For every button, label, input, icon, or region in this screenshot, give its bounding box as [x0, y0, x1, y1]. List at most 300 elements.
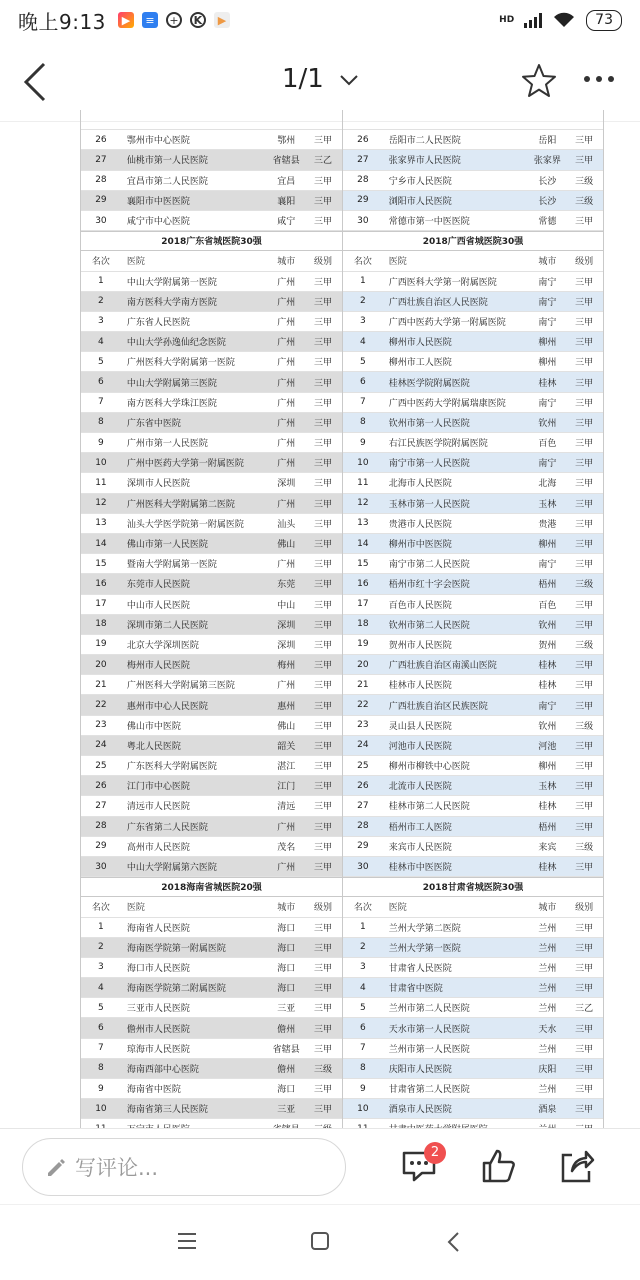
city-cell: 广州 [277, 378, 296, 389]
hospital-cell: 海南省中医院 [126, 1085, 181, 1096]
table-row [81, 1099, 342, 1119]
table-row [81, 655, 342, 675]
more-options-icon[interactable] [584, 76, 614, 82]
rank-cell: 10 [357, 457, 369, 468]
level-cell: 三甲 [575, 156, 594, 167]
rank-cell: 6 [98, 377, 104, 388]
hospital-cell: 惠州市中心人民医院 [126, 701, 208, 712]
hospital-cell: 兰州大学第一医院 [388, 943, 461, 954]
hospital-cell: 玉林市第一人民医院 [388, 499, 470, 510]
level-cell: 三级 [575, 176, 594, 187]
hospital-cell: 灵山县人民医院 [388, 721, 452, 732]
level-cell: 三甲 [314, 842, 333, 853]
header-city: 城市 [538, 257, 557, 268]
table-row [81, 473, 342, 493]
rank-cell: 15 [357, 558, 369, 569]
level-cell: 三甲 [314, 176, 333, 187]
level-cell: 三甲 [575, 338, 594, 349]
hospital-cell: 中山大学孙逸仙纪念医院 [126, 338, 226, 349]
table-row [81, 130, 342, 150]
level-cell: 三甲 [575, 1064, 594, 1075]
level-cell: 三甲 [575, 863, 594, 874]
city-cell: 长沙 [538, 176, 557, 187]
hospital-cell: 张家界市人民医院 [388, 156, 461, 167]
table-row [81, 918, 342, 938]
level-cell: 三甲 [314, 943, 333, 954]
city-cell: 海口 [277, 923, 296, 934]
table-row [81, 191, 342, 211]
city-cell: 岳阳 [538, 136, 557, 147]
browser-app-icon: + [166, 12, 182, 28]
city-cell: 深圳 [277, 620, 296, 631]
table-row [343, 998, 603, 1018]
city-cell: 三亚 [277, 1105, 296, 1116]
city-cell: 茂名 [277, 842, 296, 853]
table-row [81, 776, 342, 796]
table-row [81, 615, 342, 635]
city-cell: 百色 [538, 600, 557, 611]
table-row [81, 534, 342, 554]
rank-cell: 2 [359, 296, 366, 307]
level-cell: 三甲 [575, 136, 594, 147]
city-cell: 广州 [277, 822, 296, 833]
table-row [343, 191, 603, 211]
level-cell: 三甲 [575, 984, 594, 995]
level-cell: 三甲 [575, 1085, 594, 1096]
level-cell: 三甲 [314, 802, 333, 813]
level-cell: 三级 [575, 580, 594, 591]
level-cell: 三甲 [314, 701, 333, 712]
hospital-cell: 桂林市人民医院 [388, 681, 452, 692]
hospital-cell: 兰州市第二人民医院 [388, 1004, 470, 1015]
city-cell: 常德 [538, 217, 557, 228]
table-row [343, 1099, 603, 1119]
level-cell: 三甲 [575, 499, 594, 510]
table-row [81, 837, 342, 857]
city-cell: 广州 [277, 439, 296, 450]
level-cell: 三甲 [314, 439, 333, 450]
level-cell: 三甲 [575, 923, 594, 934]
rank-cell: 21 [95, 679, 107, 690]
hospital-cell: 广西中医药大学第一附属医院 [388, 317, 506, 328]
rank-cell: 11 [357, 477, 369, 488]
hospital-cell: 右江民族医学院附属医院 [388, 439, 488, 450]
rank-cell: 22 [95, 700, 107, 711]
table-row [343, 534, 603, 554]
menu-icon[interactable] [176, 1231, 198, 1251]
rank-cell: 22 [357, 700, 369, 711]
hospital-cell: 儋州市人民医院 [126, 1024, 190, 1035]
play-store-icon: ▶ [214, 12, 230, 28]
hospital-cell: 甘肃省中医院 [388, 984, 443, 995]
table-row [81, 413, 342, 433]
rank-cell: 2 [98, 942, 104, 953]
level-cell: 三甲 [575, 277, 594, 288]
level-cell: 三级 [314, 1064, 333, 1075]
table-title: 2018广西省城医院30强 [343, 231, 603, 251]
hospital-cell: 宜昌市第二人民医院 [126, 176, 208, 187]
comment-placeholder: 写评论... [75, 1156, 159, 1180]
city-cell: 省辖县 [272, 156, 300, 167]
table-row [343, 675, 603, 695]
rank-cell: 8 [359, 1063, 366, 1074]
hospital-cell: 贵港市人民医院 [388, 519, 452, 530]
table-row [81, 695, 342, 715]
hospital-cell: 岳阳市二人民医院 [388, 136, 461, 147]
hospital-cell: 常德市第一中医医院 [388, 217, 470, 228]
hospital-cell: 清远市人民医院 [126, 802, 190, 813]
table-row [343, 1039, 603, 1059]
rank-cell: 1 [359, 922, 366, 933]
hospital-cell: 仙桃市第一人民医院 [126, 156, 208, 167]
city-cell: 广州 [277, 317, 296, 328]
table-row [81, 554, 342, 574]
level-cell: 三甲 [575, 681, 594, 692]
rank-cell: 7 [359, 397, 366, 408]
table-row [343, 574, 603, 594]
hospital-cell: 海南医学院第二附属医院 [126, 984, 226, 995]
rank-cell: 6 [98, 1023, 104, 1034]
table-row [343, 978, 603, 998]
hospital-cell: 深圳市第二人民医院 [126, 620, 208, 631]
level-cell: 三甲 [575, 1024, 594, 1035]
table-row [81, 453, 342, 473]
city-cell: 广州 [277, 863, 296, 874]
header-city: 城市 [277, 257, 296, 268]
table-row [81, 312, 342, 332]
level-cell: 三甲 [575, 217, 594, 228]
level-cell: 三甲 [314, 378, 333, 389]
level-cell: 三甲 [575, 479, 594, 490]
level-cell: 三甲 [314, 418, 333, 429]
hospital-cell: 广西壮族自治区民族医院 [388, 701, 488, 712]
hospital-cell: 北京大学深圳医院 [126, 640, 199, 651]
hospital-cell: 江门市中心医院 [126, 782, 190, 793]
level-cell: 三甲 [314, 721, 333, 732]
city-cell: 柳州 [538, 358, 557, 369]
city-cell: 海口 [277, 1085, 296, 1096]
city-cell: 贺州 [538, 640, 557, 651]
hospital-cell: 柳州市柳铁中心医院 [388, 762, 470, 773]
hospital-cell: 南宁市第二人民医院 [388, 560, 470, 571]
table-row [81, 332, 342, 352]
table-row [81, 756, 342, 776]
header-level: 级别 [575, 257, 594, 268]
header-rank: 名次 [91, 903, 110, 914]
share-icon[interactable] [558, 1147, 596, 1185]
table-row [81, 635, 342, 655]
table-row [343, 393, 603, 413]
table-row-partial [343, 110, 603, 130]
level-cell: 三甲 [314, 580, 333, 591]
city-cell: 省辖县 [272, 1044, 300, 1055]
level-cell: 三甲 [314, 1085, 333, 1096]
hospital-cell: 柳州市中医医院 [388, 540, 452, 551]
city-cell: 兰州 [538, 923, 557, 934]
level-cell: 三甲 [575, 358, 594, 369]
level-cell: 三甲 [314, 923, 333, 934]
hospital-cell: 柳州市工人医院 [388, 358, 452, 369]
level-cell: 三甲 [575, 519, 594, 530]
header-hospital: 医院 [126, 257, 145, 268]
hospital-cell: 钦州市第二人民医院 [388, 620, 470, 631]
hospital-cell: 广东省人民医院 [126, 317, 190, 328]
rank-cell: 14 [95, 538, 107, 549]
city-cell: 兰州 [538, 1004, 557, 1015]
rank-cell: 24 [357, 740, 369, 751]
header-level: 级别 [575, 903, 594, 914]
hospital-cell: 暨南大学附属第一医院 [126, 560, 217, 571]
rank-cell: 18 [357, 619, 369, 630]
city-cell: 柳州 [538, 338, 557, 349]
level-cell: 三甲 [314, 1004, 333, 1015]
hospital-cell: 襄阳市中医医院 [126, 196, 190, 207]
table-row [81, 1059, 342, 1079]
table-row [81, 675, 342, 695]
city-cell: 宜昌 [277, 176, 296, 187]
rank-cell: 9 [359, 437, 366, 448]
rank-cell: 12 [95, 498, 107, 509]
rank-cell: 7 [98, 1043, 104, 1054]
rank-cell: 20 [357, 659, 369, 670]
table-row [81, 978, 342, 998]
rank-cell: 15 [95, 558, 107, 569]
hospital-cell: 广东省中医院 [126, 418, 181, 429]
table-row [81, 938, 342, 958]
rank-cell: 1 [98, 276, 104, 287]
city-cell: 汕头 [277, 519, 296, 530]
table-row [343, 756, 603, 776]
level-cell: 三乙 [575, 1004, 594, 1015]
table-row [343, 796, 603, 816]
city-cell: 酒泉 [538, 1105, 557, 1116]
favorite-star-icon[interactable] [520, 62, 558, 100]
table-row [81, 150, 342, 170]
table-row [343, 1059, 603, 1079]
level-cell: 三甲 [314, 741, 333, 752]
rank-cell: 25 [357, 760, 369, 771]
table-row [343, 958, 603, 978]
rank-cell: 30 [357, 215, 369, 226]
level-cell: 三甲 [314, 600, 333, 611]
rank-cell: 11 [95, 477, 107, 488]
table-row [343, 312, 603, 332]
level-cell: 三甲 [575, 560, 594, 571]
rank-cell: 9 [98, 437, 104, 448]
right-column [342, 110, 604, 1140]
header-level: 级别 [314, 257, 333, 268]
rank-cell: 9 [359, 1083, 366, 1094]
rank-cell: 7 [359, 1043, 366, 1054]
city-cell: 梧州 [538, 580, 557, 591]
city-cell: 梅州 [277, 661, 296, 672]
table-row [343, 817, 603, 837]
hospital-cell: 佛山市第一人民医院 [126, 540, 208, 551]
city-cell: 鄂州 [277, 136, 296, 147]
hospital-cell: 桂林市第二人民医院 [388, 802, 470, 813]
hospital-cell: 广州中医药大学第一附属医院 [126, 459, 244, 470]
level-cell: 三甲 [575, 822, 594, 833]
level-cell: 三甲 [314, 640, 333, 651]
table-row [81, 211, 342, 231]
rank-cell: 13 [357, 518, 369, 529]
city-cell: 广州 [277, 560, 296, 571]
table-row [81, 817, 342, 837]
rank-cell: 10 [95, 457, 107, 468]
rank-cell: 5 [359, 1002, 366, 1013]
rank-cell: 28 [357, 821, 369, 832]
rank-cell: 3 [359, 962, 366, 973]
level-cell: 三甲 [575, 701, 594, 712]
table-header-row [343, 897, 603, 917]
battery-indicator: 73 [586, 10, 622, 31]
hospital-tables [80, 110, 604, 1140]
city-cell: 儋州 [277, 1024, 296, 1035]
rank-cell: 29 [95, 841, 107, 852]
level-cell: 三甲 [575, 317, 594, 328]
hospital-cell: 梅州市人民医院 [126, 661, 190, 672]
level-cell: 三级 [575, 640, 594, 651]
city-cell: 南宁 [538, 277, 557, 288]
level-cell: 三甲 [575, 378, 594, 389]
level-cell: 三甲 [314, 560, 333, 571]
table-row [343, 1018, 603, 1038]
table-row [343, 292, 603, 312]
city-cell: 天水 [538, 1024, 557, 1035]
level-cell: 三甲 [575, 661, 594, 672]
table-row [81, 1079, 342, 1099]
rank-cell: 29 [357, 841, 369, 852]
rank-cell: 2 [98, 296, 104, 307]
rank-cell: 30 [357, 861, 369, 872]
rank-cell: 3 [98, 316, 104, 327]
header-level: 级别 [314, 903, 333, 914]
level-cell: 三甲 [575, 398, 594, 409]
city-cell: 玉林 [538, 499, 557, 510]
level-cell: 三甲 [575, 620, 594, 631]
system-navigation-bar [0, 1204, 640, 1280]
level-cell: 三甲 [575, 1105, 594, 1116]
rank-cell: 30 [95, 215, 107, 226]
rank-cell: 1 [359, 276, 366, 287]
table-row [343, 695, 603, 715]
table-row [81, 958, 342, 978]
table-row [81, 998, 342, 1018]
hospital-cell: 海南医学院第一附属医院 [126, 943, 226, 954]
hospital-cell: 广西壮族自治区人民医院 [388, 297, 488, 308]
level-cell: 三甲 [314, 519, 333, 530]
table-row [343, 736, 603, 756]
city-cell: 北海 [538, 479, 557, 490]
rank-cell: 17 [95, 599, 107, 610]
city-cell: 广州 [277, 398, 296, 409]
rank-cell: 23 [357, 720, 369, 731]
level-cell: 三甲 [314, 984, 333, 995]
bottom-action-bar [0, 1128, 640, 1204]
level-cell: 三级 [575, 196, 594, 207]
level-cell: 三甲 [314, 540, 333, 551]
table-row [343, 554, 603, 574]
hospital-cell: 南方医科大学珠江医院 [126, 398, 217, 409]
table-row [343, 1079, 603, 1099]
level-cell: 三甲 [575, 418, 594, 429]
city-cell: 海口 [277, 984, 296, 995]
rank-cell: 14 [357, 538, 369, 549]
table-row [343, 918, 603, 938]
status-time: 晚上9:13 [18, 9, 106, 34]
rank-cell: 5 [98, 356, 104, 367]
city-cell: 兰州 [538, 984, 557, 995]
city-cell: 惠州 [277, 701, 296, 712]
hospital-cell: 中山市人民医院 [126, 600, 190, 611]
hospital-cell: 桂林市中医医院 [388, 863, 452, 874]
city-cell: 湛江 [277, 762, 296, 773]
city-cell: 儋州 [277, 1064, 296, 1075]
table-row [81, 352, 342, 372]
city-cell: 玉林 [538, 782, 557, 793]
city-cell: 佛山 [277, 721, 296, 732]
level-cell: 三甲 [314, 499, 333, 510]
rank-cell: 27 [95, 800, 107, 811]
city-cell: 海口 [277, 943, 296, 954]
back-icon[interactable] [446, 1231, 460, 1253]
hospital-cell: 鄂州市中心医院 [126, 136, 190, 147]
city-cell: 桂林 [538, 378, 557, 389]
city-cell: 河池 [538, 741, 557, 752]
comment-input[interactable] [22, 1138, 346, 1196]
rank-cell: 21 [357, 679, 369, 690]
rank-cell: 26 [95, 780, 107, 791]
level-cell: 三甲 [575, 963, 594, 974]
city-cell: 兰州 [538, 1085, 557, 1096]
rank-cell: 18 [95, 619, 107, 630]
table-row [343, 473, 603, 493]
rank-cell: 3 [359, 316, 366, 327]
city-cell: 东莞 [277, 580, 296, 591]
rank-cell: 6 [359, 377, 366, 388]
hospital-cell: 广西壮族自治区南溪山医院 [388, 661, 497, 672]
city-cell: 广州 [277, 681, 296, 692]
hospital-cell: 梧州市红十字会医院 [388, 580, 470, 591]
header-rank: 名次 [91, 257, 110, 268]
city-cell: 钦州 [538, 620, 557, 631]
left-column [80, 110, 342, 1140]
city-cell: 深圳 [277, 479, 296, 490]
level-cell: 三甲 [314, 297, 333, 308]
rank-cell: 4 [98, 336, 104, 347]
hospital-cell: 酒泉市人民医院 [388, 1105, 452, 1116]
hospital-cell: 兰州市第一人民医院 [388, 1044, 470, 1055]
level-cell: 三乙 [314, 156, 333, 167]
home-icon[interactable] [310, 1231, 330, 1251]
table-row [343, 352, 603, 372]
city-cell: 广州 [277, 418, 296, 429]
hospital-cell: 钦州市第一人民医院 [388, 418, 470, 429]
hospital-cell: 宁乡市人民医院 [388, 176, 452, 187]
hospital-cell: 百色市人民医院 [388, 600, 452, 611]
document-view[interactable] [0, 122, 640, 1128]
comment-count-badge: 2 [424, 1142, 446, 1164]
rank-cell: 10 [95, 1103, 107, 1114]
city-cell: 柳州 [538, 762, 557, 773]
rank-cell: 8 [98, 1063, 104, 1074]
hd-network-label: HD [499, 14, 515, 25]
city-cell: 咸宁 [277, 217, 296, 228]
city-cell: 庆阳 [538, 1064, 557, 1075]
city-cell: 海口 [277, 963, 296, 974]
hospital-cell: 佛山市中医院 [126, 721, 181, 732]
thumbs-up-icon[interactable] [480, 1147, 518, 1185]
